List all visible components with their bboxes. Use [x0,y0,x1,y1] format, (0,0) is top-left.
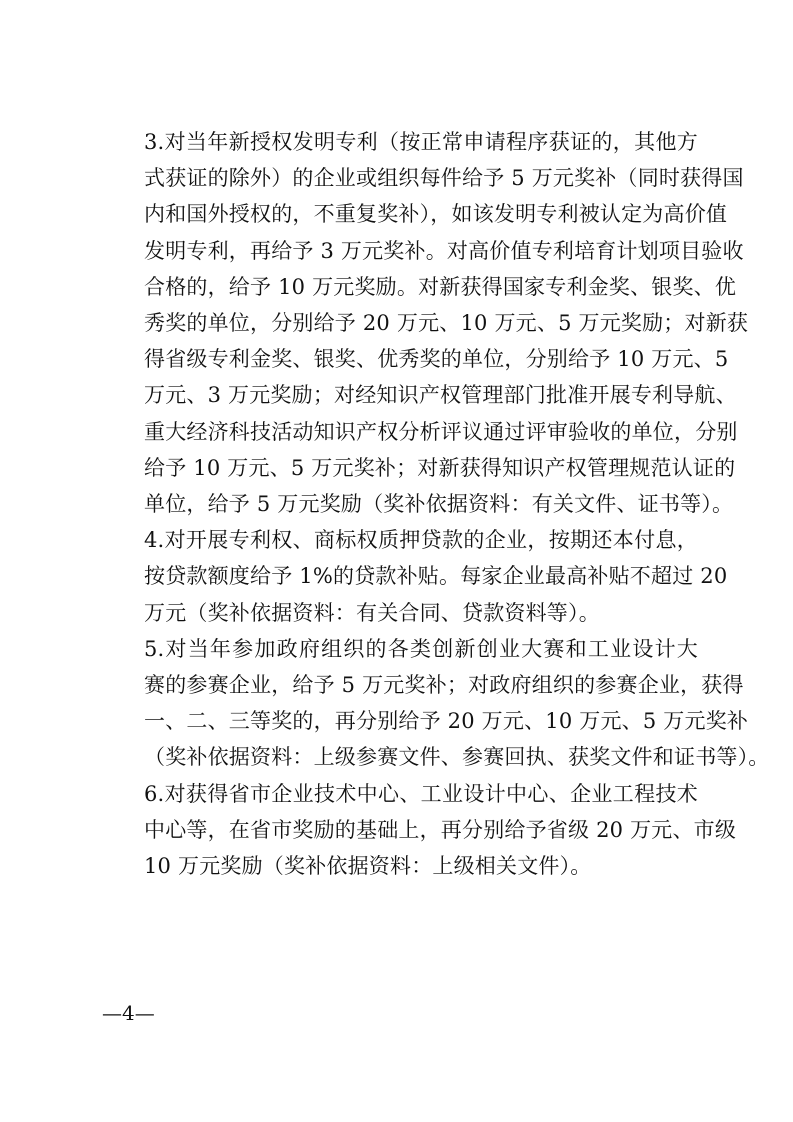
paragraph-5 [102,631,770,776]
paragraph-line: 万元、3 万元奖励；对经知识产权管理部门批准开展专利导航、 [144,383,737,408]
paragraph-line: 式获证的除外）的企业或组织每件给予 5 万元奖补（同时获得国 [144,166,744,191]
paragraph-line: 内和国外授权的，不重复奖补），如该发明专利被认定为高价值 [144,202,728,227]
paragraph-line: 5.对当年参加政府组织的各类创新创业大赛和工业设计大 [144,636,698,661]
paragraph-line: 给予 10 万元、5 万元奖补；对新获得知识产权管理规范认证的 [144,455,736,480]
paragraph-line: 发明专利，再给予 3 万元奖补。对高价值专利培育计划项目验收 [144,238,744,263]
paragraph-line: 6.对获得省市企业技术中心、工业设计中心、企业工程技术 [144,781,698,806]
paragraph-line: 4.对开展专利权、商标权质押贷款的企业，按期还本付息， [144,528,698,553]
paragraph-line: 合格的，给予 10 万元奖励。对新获得国家专利金奖、银奖、优 [144,274,737,299]
paragraph-line: 一、二、三等奖的，再分别给予 20 万元、10 万元、5 万元奖补 [144,709,749,734]
page-number: —4— [102,1001,155,1025]
paragraph-line: 万元（奖补依据资料：有关合同、贷款资料等）。 [144,600,600,625]
paragraph-line: 中心等，在省市奖励的基础上，再分别给予省级 20 万元、市级 [144,817,737,842]
paragraph-6 [102,776,737,885]
document-body [102,124,770,884]
paragraph-line: 得省级专利金奖、银奖、优秀奖的单位，分别给予 10 万元、5 [144,347,729,372]
paragraph-3 [102,124,749,522]
paragraph-line: 赛的参赛企业，给予 5 万元奖补；对政府组织的参赛企业，获得 [144,673,744,698]
paragraph-line: 10 万元奖励（奖补依据资料：上级相关文件）。 [144,854,592,879]
paragraph-line: （奖补依据资料：上级参赛文件、参赛回执、获奖文件和证书等）。 [144,745,770,770]
paragraph-4 [102,522,728,631]
paragraph-line: 3.对当年新授权发明专利（按正常申请程序获证的，其他方 [144,130,698,154]
paragraph-line: 重大经济科技活动知识产权分析评议通过评审验收的单位，分别 [144,419,738,444]
paragraph-line: 单位，给予 5 万元奖励（奖补依据资料：有关文件、证书等）。 [144,492,734,517]
paragraph-line: 按贷款额度给予 1%的贷款补贴。每家企业最高补贴不超过 20 [144,564,728,589]
paragraph-line: 秀奖的单位，分别给予 20 万元、10 万元、5 万元奖励；对新获 [144,311,749,336]
